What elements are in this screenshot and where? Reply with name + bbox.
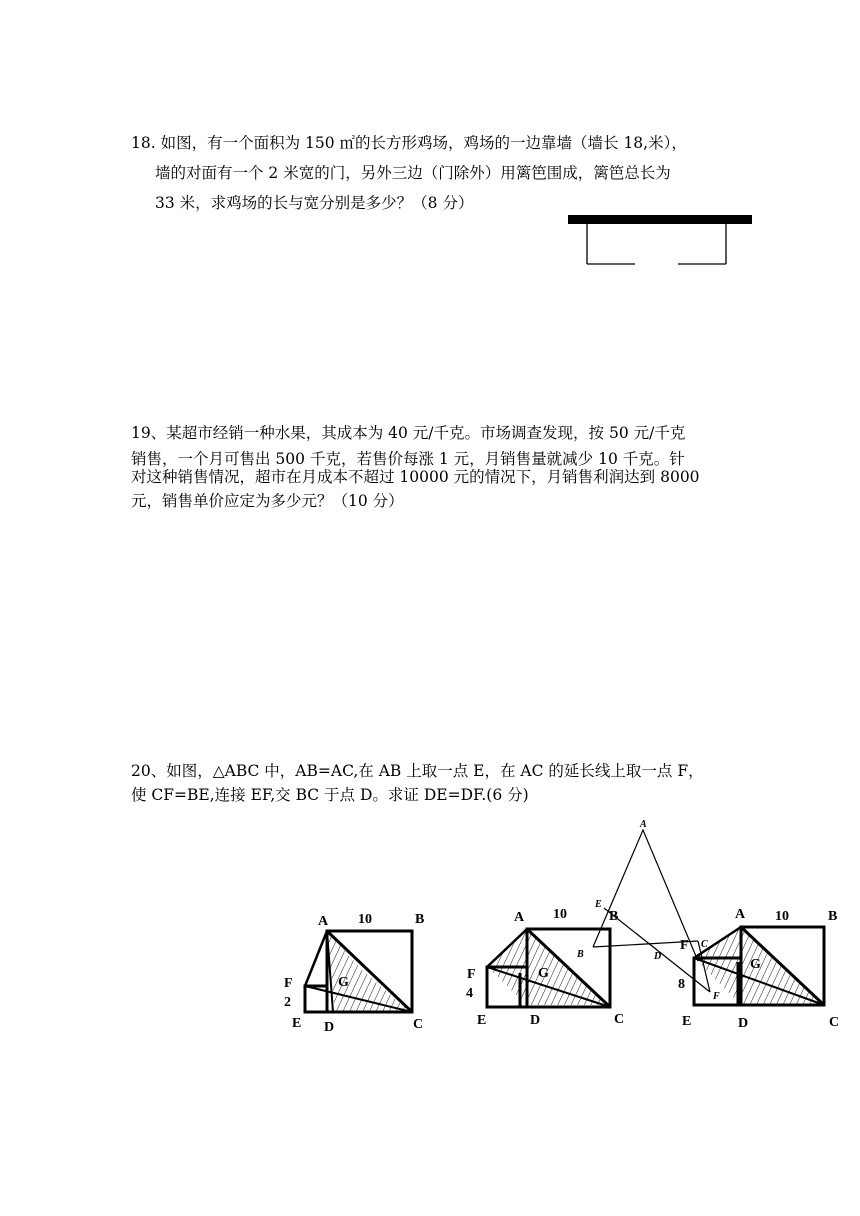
square-figure-2 xyxy=(466,907,624,1028)
sq2-label-c: C xyxy=(614,1012,625,1027)
tri-label-a: A xyxy=(640,819,647,830)
line-fa xyxy=(305,931,327,986)
q20-line-2: 使 CF=BE,连接 EF,交 BC 于点 D。求证 DE=DF.(6 分) xyxy=(131,786,529,804)
sq3-label-10: 10 xyxy=(775,909,789,924)
tri-label-c: C xyxy=(701,939,708,950)
sq3-label-g: G xyxy=(750,957,761,972)
sq3-label-b: B xyxy=(828,909,838,924)
sq2-label-d: D xyxy=(530,1013,541,1028)
q19-line-2: 销售，一个月可售出 500 千克，若售价每涨 1 元，月销售量就减少 10 千克。针 xyxy=(131,450,685,468)
sq1-label-c: C xyxy=(413,1017,424,1032)
tri-label-b: B xyxy=(577,949,584,960)
sq1-label-a: A xyxy=(318,914,329,929)
sq2-label-4: 4 xyxy=(466,986,473,1001)
q18-line-2: 墙的对面有一个 2 米宽的门，另外三边（门除外）用篱笆围成，篱笆总长为 xyxy=(155,164,671,182)
tri-label-d: D xyxy=(654,951,662,962)
sq2-label-g: G xyxy=(538,966,549,981)
sq1-label-b: B xyxy=(415,912,425,927)
sq2-label-e: E xyxy=(477,1013,487,1028)
sq3-label-a: A xyxy=(735,907,746,922)
sq3-label-8: 8 xyxy=(678,977,685,992)
triangle-figure xyxy=(576,819,720,1002)
q20-line-1: 20、如图，△ABC 中，AB=AC,在 AB 上取一点 E，在 AC 的延长线上取一点 F， xyxy=(131,762,704,780)
sq1-label-2: 2 xyxy=(284,995,291,1010)
sq3-label-e: E xyxy=(682,1014,692,1029)
sq2-label-a: A xyxy=(514,910,525,925)
sq3-label-f: F xyxy=(680,938,689,953)
sq1-label-d: D xyxy=(324,1020,335,1035)
sq3-label-c: C xyxy=(829,1015,840,1030)
sq1-label-10: 10 xyxy=(358,912,372,927)
tri-label-e: E xyxy=(595,899,602,910)
sq1-label-f: F xyxy=(284,976,293,991)
q18-line-1: 18. 如图，有一个面积为 150 ㎡的长方形鸡场，鸡场的一边靠墙（墙长 18,米）， xyxy=(131,134,687,152)
sq2-label-b: B xyxy=(609,909,619,924)
q19-line-4: 元，销售单价应定为多少元？（10 分） xyxy=(131,492,404,510)
tri-label-f: F xyxy=(713,991,720,1002)
q19-line-3: 对这种销售情况，超市在月成本不超过 10000 元的情况下，月销售利润达到 8000 xyxy=(131,468,700,486)
sq2-label-10: 10 xyxy=(553,907,567,922)
sq2-label-f: F xyxy=(467,967,476,982)
sq1-label-g: G xyxy=(338,975,349,990)
q18-line-3: 33 米，求鸡场的长与宽分别是多少？（8 分） xyxy=(155,194,474,212)
square-figure-3 xyxy=(678,907,839,1031)
square-figure-1 xyxy=(284,912,424,1035)
sq1-label-e: E xyxy=(292,1016,302,1031)
sq3-label-d: D xyxy=(738,1016,749,1031)
q19-line-1: 19、某超市经销一种水果，其成本为 40 元/千克。市场调查发现，按 50 元/千克 xyxy=(131,424,686,442)
